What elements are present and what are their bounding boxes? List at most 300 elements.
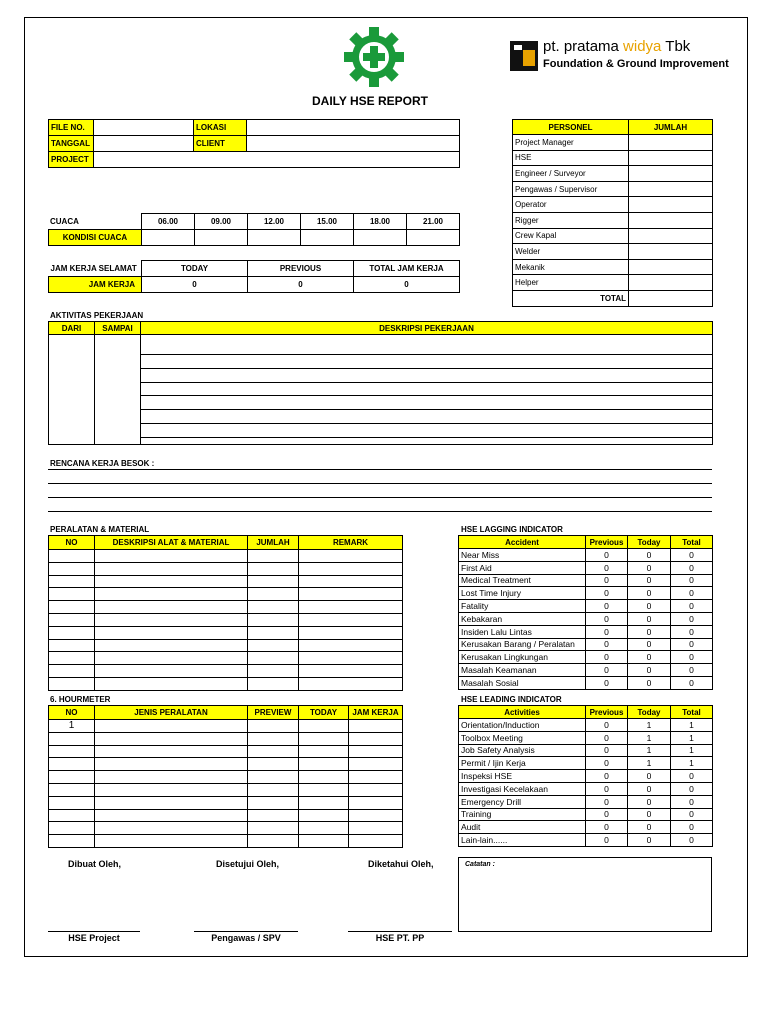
indicator-value: 0 (671, 808, 713, 821)
hourmeter-cell[interactable] (349, 783, 403, 796)
indicator-name: Lost Time Injury (459, 587, 586, 600)
equipment-cell[interactable] (248, 550, 299, 563)
plan-line[interactable] (48, 497, 712, 498)
lead-today-header: Today (628, 706, 671, 719)
equipment-title: PERALATAN & MATERIAL (50, 525, 150, 534)
personnel-count[interactable] (629, 197, 713, 213)
hourmeter-cell[interactable] (95, 809, 248, 822)
weather-cell[interactable] (407, 230, 460, 246)
equipment-cell[interactable] (248, 601, 299, 614)
hourmeter-row (49, 732, 403, 745)
hourmeter-cell[interactable] (95, 720, 248, 733)
indicator-row (459, 808, 713, 821)
indicator-value: 0 (671, 821, 713, 834)
time-cell: 09.00 (195, 214, 248, 230)
indicator-value: 0 (628, 625, 671, 638)
hourmeter-cell[interactable] (299, 745, 349, 758)
personnel-count[interactable] (629, 150, 713, 166)
equipment-cell[interactable] (49, 613, 95, 626)
hourmeter-cell[interactable] (299, 771, 349, 784)
hourmeter-row (49, 809, 403, 822)
indicator-value: 0 (628, 770, 671, 783)
indicator-value: 0 (628, 782, 671, 795)
lagging-table (458, 535, 713, 690)
indicator-value: 0 (628, 821, 671, 834)
equipment-cell[interactable] (299, 601, 403, 614)
hse-gear-cross-logo (338, 26, 410, 88)
personnel-total[interactable] (629, 290, 713, 306)
indicator-value: 0 (671, 612, 713, 625)
eq-remark-header: REMARK (299, 536, 403, 550)
equipment-cell[interactable] (299, 562, 403, 575)
indicator-value: 0 (671, 651, 713, 664)
personnel-role: Helper (513, 275, 629, 291)
personnel-count[interactable] (629, 244, 713, 260)
company-mark-icon (509, 40, 539, 74)
personnel-count[interactable] (629, 275, 713, 291)
hourmeter-cell[interactable] (49, 758, 95, 771)
hm-hours-header: JAM KERJA (349, 706, 403, 720)
role-hse-project: HSE Project (68, 933, 120, 943)
lag-total-header: Total (671, 536, 713, 549)
hourmeter-cell[interactable] (349, 732, 403, 745)
cuaca-label: CUACA (50, 217, 79, 226)
indicator-value: 0 (586, 744, 628, 757)
equipment-rows (49, 550, 403, 691)
hm-today-header: TODAY (299, 706, 349, 720)
indicator-value: 0 (628, 561, 671, 574)
personnel-count[interactable] (629, 135, 713, 151)
hourmeter-cell[interactable] (49, 732, 95, 745)
equipment-row (49, 626, 403, 639)
plan-line[interactable] (48, 469, 712, 470)
kondisi-cuaca-label: KONDISI CUACA (49, 230, 142, 246)
equipment-cell[interactable] (95, 613, 248, 626)
equipment-cell[interactable] (299, 677, 403, 690)
indicator-value: 1 (628, 719, 671, 732)
indicator-value: 0 (586, 808, 628, 821)
hm-type-header: JENIS PERALATAN (95, 706, 248, 720)
project-field[interactable] (94, 152, 460, 168)
indicator-name: Job Safety Analysis (459, 744, 586, 757)
indicator-value: 1 (628, 731, 671, 744)
tanggal-label: TANGGAL (49, 136, 94, 152)
indicator-value: 0 (586, 782, 628, 795)
hourmeter-cell[interactable] (349, 809, 403, 822)
sampai-column[interactable] (95, 335, 141, 445)
indicator-value: 0 (628, 574, 671, 587)
hm-preview-header: PREVIEW (248, 706, 299, 720)
indicator-value: 1 (671, 744, 713, 757)
equipment-cell[interactable] (248, 562, 299, 575)
indicator-value: 0 (628, 808, 671, 821)
equipment-cell[interactable] (95, 665, 248, 678)
equipment-cell[interactable] (49, 626, 95, 639)
indicator-row (459, 744, 713, 757)
indicator-value: 0 (586, 664, 628, 677)
indicator-value: 0 (586, 587, 628, 600)
personnel-role: Mekanik (513, 259, 629, 275)
hourmeter-cell[interactable] (299, 783, 349, 796)
hourmeter-row (49, 771, 403, 784)
equipment-cell[interactable] (49, 652, 95, 665)
leading-title: HSE LEADING INDICATOR (461, 695, 562, 704)
jumlah-header: JUMLAH (629, 120, 713, 135)
personnel-role: Operator (513, 197, 629, 213)
indicator-row (459, 834, 713, 847)
indicator-value: 0 (628, 587, 671, 600)
indicator-value: 0 (628, 834, 671, 847)
plan-line[interactable] (48, 511, 712, 512)
tanggal-field[interactable] (94, 136, 194, 152)
equipment-row (49, 575, 403, 588)
hourmeter-cell[interactable] (49, 783, 95, 796)
equipment-cell[interactable] (248, 588, 299, 601)
indicator-row (459, 625, 713, 638)
equipment-row (49, 652, 403, 665)
hourmeter-cell[interactable] (349, 745, 403, 758)
lokasi-label: LOKASI (194, 120, 247, 136)
hourmeter-cell[interactable]: 1 (49, 720, 95, 733)
equipment-cell[interactable] (299, 588, 403, 601)
hourmeter-cell[interactable] (349, 796, 403, 809)
hourmeter-cell[interactable] (248, 835, 299, 848)
role-pengawas: Pengawas / SPV (211, 933, 281, 943)
equipment-cell[interactable] (95, 588, 248, 601)
equipment-cell[interactable] (95, 639, 248, 652)
previous-header: PREVIOUS (248, 261, 354, 277)
personnel-count[interactable] (629, 228, 713, 244)
today-header: TODAY (142, 261, 248, 277)
indicator-name: Kerusakan Barang / Peralatan (459, 638, 586, 651)
indicator-value: 0 (628, 795, 671, 808)
equipment-cell[interactable] (49, 575, 95, 588)
company-tagline: Foundation & Ground Improvement (543, 58, 729, 70)
personnel-role: Welder (513, 244, 629, 260)
indicator-value: 0 (586, 625, 628, 638)
indicator-name: Toolbox Meeting (459, 731, 586, 744)
hourmeter-cell[interactable] (95, 835, 248, 848)
file-no-field[interactable] (94, 120, 194, 136)
personnel-role: Project Manager (513, 135, 629, 151)
equipment-row (49, 639, 403, 652)
time-cell: 21.00 (407, 214, 460, 230)
indicator-name: Kerusakan Lingkungan (459, 651, 586, 664)
signature-line[interactable] (48, 931, 140, 932)
personnel-count[interactable] (629, 181, 713, 197)
hourmeter-row (49, 783, 403, 796)
hourmeter-cell[interactable] (95, 796, 248, 809)
lag-today-header: Today (628, 536, 671, 549)
equipment-cell[interactable] (49, 639, 95, 652)
indicator-name: Audit (459, 821, 586, 834)
equipment-cell[interactable] (299, 652, 403, 665)
personnel-count[interactable] (629, 166, 713, 182)
deskripsi-column[interactable] (141, 335, 713, 445)
indicator-value: 1 (671, 757, 713, 770)
hm-no-header: NO (49, 706, 95, 720)
hourmeter-cell[interactable] (248, 822, 299, 835)
hourmeter-cell[interactable] (49, 835, 95, 848)
equipment-row (49, 665, 403, 678)
hourmeter-cell[interactable] (248, 732, 299, 745)
equipment-cell[interactable] (248, 575, 299, 588)
equipment-cell[interactable] (248, 639, 299, 652)
hourmeter-cell[interactable] (95, 771, 248, 784)
equipment-cell[interactable] (95, 677, 248, 690)
indicator-name: Near Miss (459, 549, 586, 562)
personnel-role: Crew Kapal (513, 228, 629, 244)
indicator-row (459, 549, 713, 562)
time-cell: 18.00 (354, 214, 407, 230)
indicator-value: 0 (671, 587, 713, 600)
indicator-value: 0 (628, 638, 671, 651)
equipment-cell[interactable] (95, 550, 248, 563)
equipment-cell[interactable] (299, 639, 403, 652)
indicator-row (459, 719, 713, 732)
equipment-cell[interactable] (248, 652, 299, 665)
hourmeter-row (49, 720, 403, 733)
indicator-value: 0 (586, 676, 628, 689)
client-label: CLIENT (194, 136, 247, 152)
indicator-row (459, 612, 713, 625)
hourmeter-cell[interactable] (349, 771, 403, 784)
eq-desc-header: DESKRIPSI ALAT & MATERIAL (95, 536, 248, 550)
personnel-count[interactable] (629, 212, 713, 228)
page-title: DAILY HSE REPORT (311, 94, 429, 108)
lead-total-header: Total (671, 706, 713, 719)
hourmeter-cell[interactable] (95, 783, 248, 796)
weather-cell[interactable] (248, 230, 301, 246)
indicator-value: 1 (628, 757, 671, 770)
indicator-value: 0 (628, 651, 671, 664)
equipment-cell[interactable] (49, 601, 95, 614)
weather-cell[interactable] (195, 230, 248, 246)
hourmeter-cell[interactable] (95, 758, 248, 771)
equipment-cell[interactable] (248, 626, 299, 639)
hourmeter-cell[interactable] (49, 822, 95, 835)
personnel-role: HSE (513, 150, 629, 166)
hourmeter-cell[interactable] (299, 758, 349, 771)
indicator-value: 0 (628, 664, 671, 677)
eq-qty-header: JUMLAH (248, 536, 299, 550)
indicator-value: 0 (671, 574, 713, 587)
hourmeter-cell[interactable] (248, 720, 299, 733)
hours-today: 0 (142, 277, 248, 293)
indicator-name: Insiden Lalu Lintas (459, 625, 586, 638)
equipment-row (49, 613, 403, 626)
personel-header: PERSONEL (513, 120, 629, 135)
indicator-value: 0 (628, 676, 671, 689)
hourmeter-row (49, 745, 403, 758)
eq-no-header: NO (49, 536, 95, 550)
notes-box[interactable] (458, 857, 712, 932)
hourmeter-cell[interactable] (49, 745, 95, 758)
indicator-name: First Aid (459, 561, 586, 574)
known-by-label: Diketahui Oleh, (368, 859, 434, 869)
indicator-name: Investigasi Kecelakaan (459, 782, 586, 795)
activities-header: Activities (459, 706, 586, 719)
leading-rows (459, 719, 713, 847)
indicator-row (459, 731, 713, 744)
indicator-value: 0 (671, 600, 713, 613)
hourmeter-cell[interactable] (248, 809, 299, 822)
indicator-value: 0 (628, 600, 671, 613)
hourmeter-row (49, 835, 403, 848)
indicator-value: 0 (671, 770, 713, 783)
equipment-row (49, 562, 403, 575)
equipment-row (49, 601, 403, 614)
hourmeter-cell[interactable] (299, 720, 349, 733)
equipment-cell[interactable] (49, 677, 95, 690)
indicator-value: 0 (628, 612, 671, 625)
hourmeter-row (49, 822, 403, 835)
indicator-value: 1 (628, 744, 671, 757)
accident-header: Accident (459, 536, 586, 549)
lokasi-field[interactable] (247, 120, 460, 136)
indicator-value: 1 (671, 719, 713, 732)
indicator-value: 0 (586, 731, 628, 744)
indicator-row (459, 757, 713, 770)
equipment-cell[interactable] (95, 575, 248, 588)
equipment-cell[interactable] (299, 550, 403, 563)
equipment-cell[interactable] (49, 550, 95, 563)
weather-cell[interactable] (142, 230, 195, 246)
indicator-value: 0 (586, 834, 628, 847)
equipment-cell[interactable] (49, 588, 95, 601)
hourmeter-cell[interactable] (248, 796, 299, 809)
weather-cell[interactable] (301, 230, 354, 246)
equipment-cell[interactable] (49, 562, 95, 575)
lagging-title: HSE LAGGING INDICATOR (461, 525, 563, 534)
weather-cell[interactable] (354, 230, 407, 246)
indicator-value: 0 (586, 757, 628, 770)
indicator-row (459, 651, 713, 664)
hourmeter-cell[interactable] (349, 720, 403, 733)
indicator-name: Emergency Drill (459, 795, 586, 808)
activities-table (48, 321, 713, 445)
indicator-value: 0 (586, 549, 628, 562)
indicator-value: 0 (671, 625, 713, 638)
hourmeter-table (48, 705, 403, 848)
hourmeter-cell[interactable] (95, 745, 248, 758)
indicator-value: 0 (586, 561, 628, 574)
equipment-cell[interactable] (49, 665, 95, 678)
hourmeter-cell[interactable] (349, 758, 403, 771)
approved-by-label: Disetujui Oleh, (216, 859, 280, 869)
equipment-cell[interactable] (95, 601, 248, 614)
indicator-name: Fatality (459, 600, 586, 613)
hourmeter-row (49, 758, 403, 771)
aktivitas-title: AKTIVITAS PEKERJAAN (50, 311, 144, 320)
file-no-label: FILE NO. (49, 120, 94, 136)
indicator-value: 0 (671, 664, 713, 677)
indicator-value: 0 (586, 821, 628, 834)
header-fields-table (48, 119, 460, 168)
hourmeter-cell[interactable] (299, 835, 349, 848)
safe-hours-table (48, 260, 460, 293)
lag-previous-header: Previous (586, 536, 628, 549)
equipment-cell[interactable] (248, 665, 299, 678)
indicator-row (459, 795, 713, 808)
weather-table (48, 213, 460, 246)
personnel-count[interactable] (629, 259, 713, 275)
equipment-cell[interactable] (299, 626, 403, 639)
hourmeter-cell[interactable] (299, 822, 349, 835)
indicator-row (459, 664, 713, 677)
jam-kerja-label: JAM KERJA (49, 277, 142, 293)
hourmeter-rows (49, 720, 403, 848)
hourmeter-cell[interactable] (49, 809, 95, 822)
equipment-row (49, 550, 403, 563)
equipment-cell[interactable] (95, 652, 248, 665)
equipment-cell[interactable] (95, 626, 248, 639)
indicator-value: 0 (586, 795, 628, 808)
hourmeter-cell[interactable] (299, 796, 349, 809)
indicator-value: 0 (671, 561, 713, 574)
personnel-role: Engineer / Surveyor (513, 166, 629, 182)
personnel-table (512, 119, 713, 307)
rencana-title: RENCANA KERJA BESOK : (50, 459, 155, 468)
equipment-cell[interactable] (248, 613, 299, 626)
role-hse-pt: HSE PT. PP (375, 933, 425, 943)
hourmeter-cell[interactable] (349, 822, 403, 835)
hourmeter-cell[interactable] (248, 783, 299, 796)
indicator-name: Kebakaran (459, 612, 586, 625)
indicator-name: Inspeksi HSE (459, 770, 586, 783)
company-name: pt. pratama widya Tbk (543, 38, 691, 55)
indicator-value: 0 (586, 719, 628, 732)
indicator-row (459, 587, 713, 600)
hourmeter-cell[interactable] (95, 822, 248, 835)
equipment-cell[interactable] (95, 562, 248, 575)
plan-line[interactable] (48, 483, 712, 484)
lagging-rows (459, 549, 713, 690)
jam-kerja-selamat-label: JAM KERJA SELAMAT (50, 263, 137, 273)
equipment-cell[interactable] (248, 677, 299, 690)
equipment-row (49, 588, 403, 601)
hourmeter-cell[interactable] (299, 809, 349, 822)
hourmeter-cell[interactable] (49, 771, 95, 784)
time-cell: 06.00 (142, 214, 195, 230)
personnel-role: Rigger (513, 212, 629, 228)
indicator-name: Training (459, 808, 586, 821)
time-cell: 12.00 (248, 214, 301, 230)
hourmeter-cell[interactable] (248, 745, 299, 758)
equipment-cell[interactable] (299, 575, 403, 588)
dari-column[interactable] (49, 335, 95, 445)
signature-line[interactable] (194, 931, 298, 932)
equipment-table (48, 535, 403, 691)
hourmeter-cell[interactable] (349, 835, 403, 848)
indicator-name: Masalah Sosial (459, 676, 586, 689)
equipment-cell[interactable] (299, 613, 403, 626)
indicator-value: 0 (586, 770, 628, 783)
hourmeter-cell[interactable] (49, 796, 95, 809)
hourmeter-cell[interactable] (248, 771, 299, 784)
signature-line[interactable] (348, 931, 452, 932)
indicator-row (459, 782, 713, 795)
equipment-cell[interactable] (299, 665, 403, 678)
hourmeter-cell[interactable] (248, 758, 299, 771)
hourmeter-cell[interactable] (299, 732, 349, 745)
time-cell: 15.00 (301, 214, 354, 230)
indicator-name: Lain-lain...... (459, 834, 586, 847)
hourmeter-cell[interactable] (95, 732, 248, 745)
indicator-value: 0 (671, 795, 713, 808)
indicator-value: 0 (671, 834, 713, 847)
client-field[interactable] (247, 136, 460, 152)
